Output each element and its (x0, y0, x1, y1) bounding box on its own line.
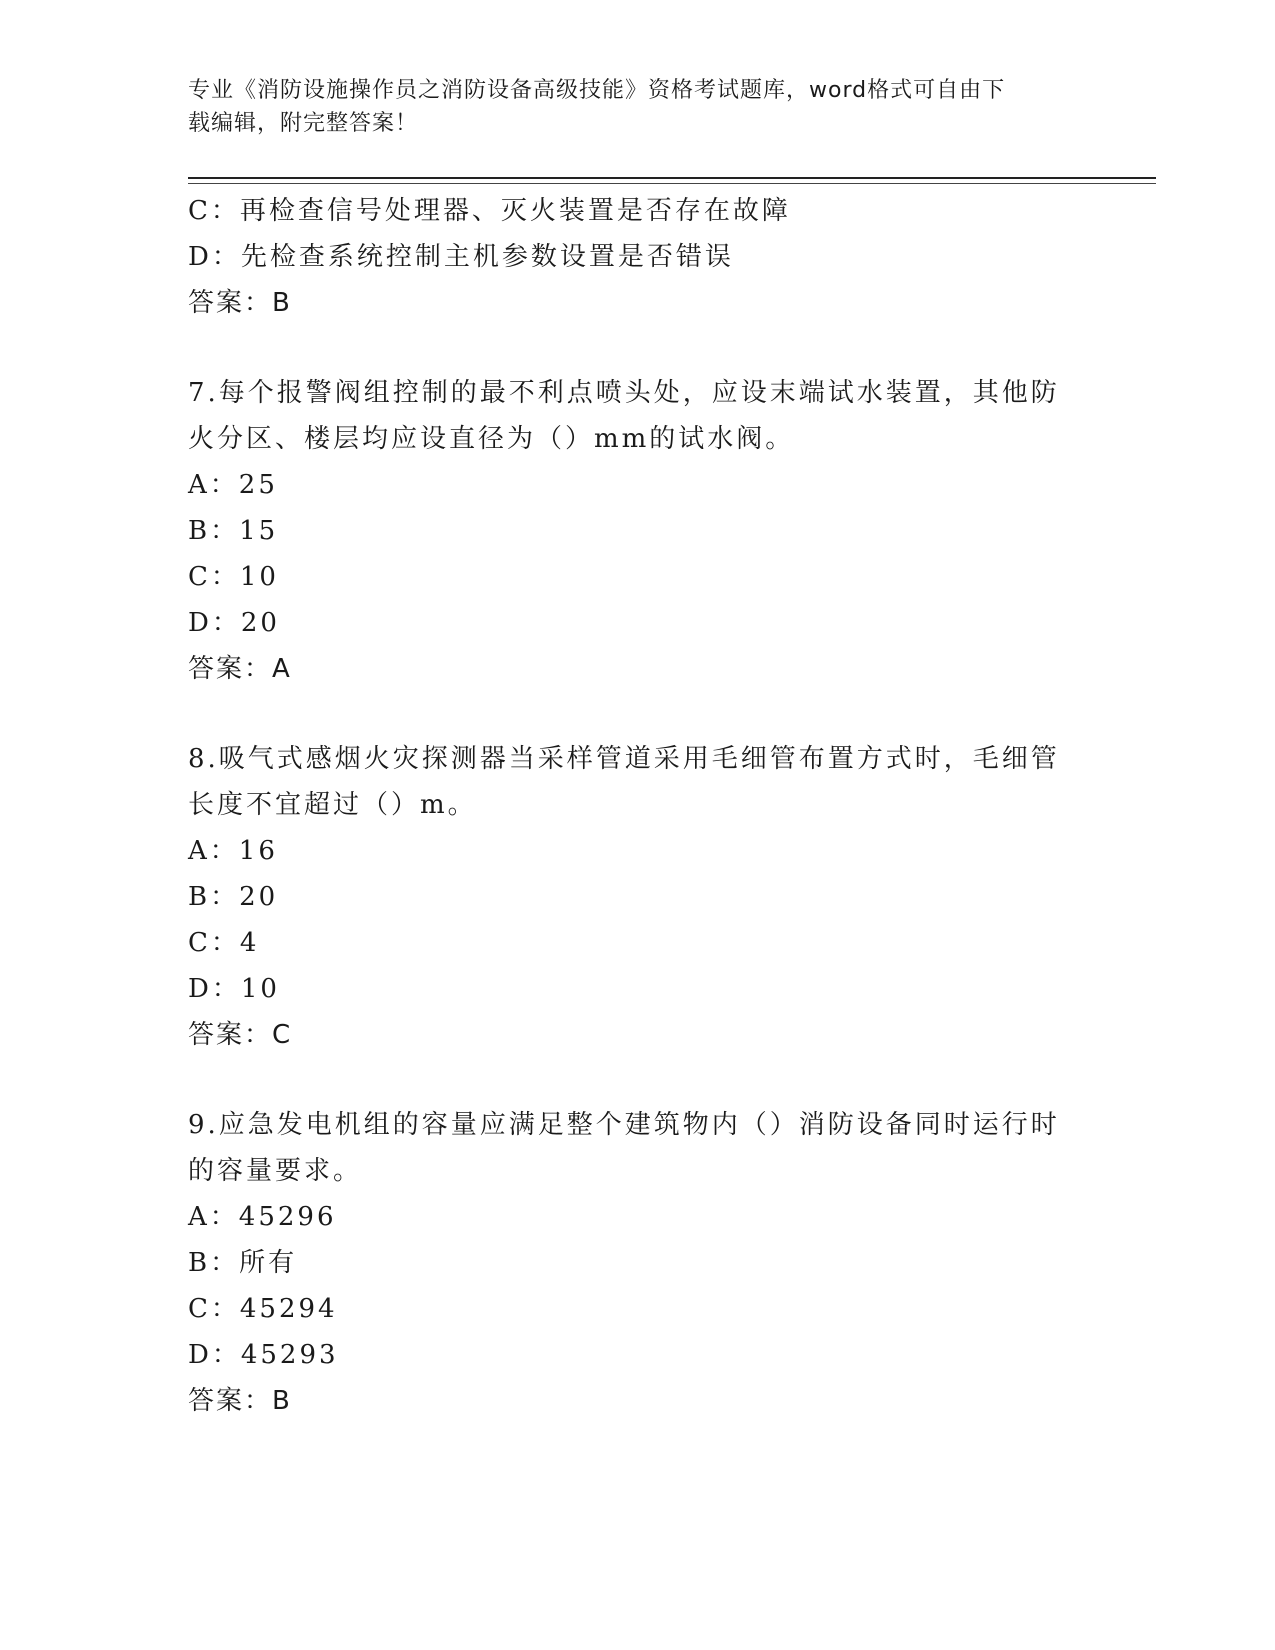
spacer (188, 1058, 1068, 1102)
option-d: D：45293 (188, 1340, 339, 1370)
question-text-line-2: 长度不宜超过（）m。 (188, 790, 477, 820)
header-divider-thick (188, 177, 1156, 179)
question-9 (188, 1102, 1068, 1424)
header-line-2: 载编辑，附完整答案！ (188, 111, 419, 136)
question-6-tail (188, 188, 1068, 326)
question-list (188, 188, 1068, 1424)
option-c: C：再检查信号处理器、灭火装置是否存在故障 (188, 196, 791, 226)
answer-label: 答案：A (188, 654, 292, 684)
answer-label: 答案：B (188, 288, 292, 318)
header-divider-thin (188, 183, 1156, 184)
spacer (188, 692, 1068, 736)
option-a: A：16 (188, 836, 278, 866)
option-d: D：10 (188, 974, 280, 1004)
option-d: D：先检查系统控制主机参数设置是否错误 (188, 242, 734, 272)
option-b: B：所有 (188, 1248, 298, 1278)
answer-label: 答案：C (188, 1020, 293, 1050)
option-a: A：45296 (188, 1202, 337, 1232)
question-8 (188, 736, 1068, 1058)
question-text-line-1: 8.吸气式感烟火灾探测器当采样管道采用毛细管布置方式时，毛细管 (188, 744, 1060, 774)
question-text-line-2: 的容量要求。 (188, 1156, 363, 1186)
spacer (188, 326, 1068, 370)
option-d: D：20 (188, 608, 280, 638)
option-c: C：10 (188, 562, 279, 592)
question-text-line-2: 火分区、楼层均应设直径为（）mm的试水阀。 (188, 424, 795, 454)
answer-label: 答案：B (188, 1386, 292, 1416)
option-a: A：25 (188, 470, 278, 500)
question-text-line-1: 9.应急发电机组的容量应满足整个建筑物内（）消防设备同时运行时 (188, 1110, 1060, 1140)
option-c: C：45294 (188, 1294, 338, 1324)
question-text-line-1: 7.每个报警阀组控制的最不利点喷头处，应设末端试水装置，其他防 (188, 378, 1060, 408)
header-line-1: 专业《消防设施操作员之消防设备高级技能》资格考试题库，word格式可自由下 (188, 78, 1006, 103)
option-c: C：4 (188, 928, 260, 958)
option-b: B：20 (188, 882, 279, 912)
option-b: B：15 (188, 516, 279, 546)
document-header (188, 74, 1068, 140)
question-7 (188, 370, 1068, 692)
